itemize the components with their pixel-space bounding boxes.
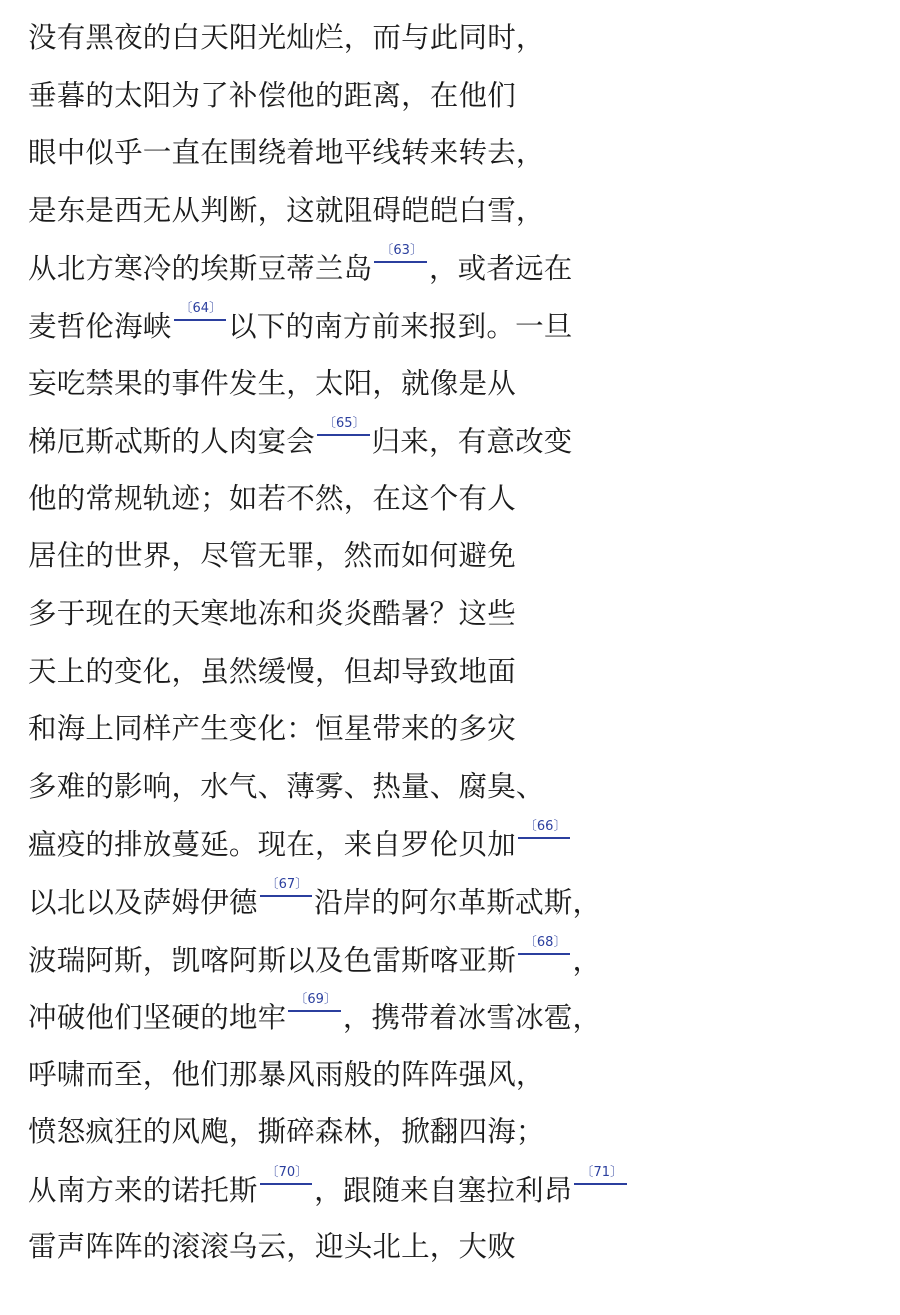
- poem-line: [28, 705, 888, 763]
- footnote-link[interactable]: 〔68〕: [518, 936, 571, 955]
- footnote-link[interactable]: 〔70〕: [260, 1166, 313, 1185]
- poem-line: [28, 590, 888, 648]
- poem-text-segment: 归来，有意改变: [371, 425, 573, 459]
- poem-line: [28, 417, 888, 475]
- poem-line: [28, 993, 888, 1051]
- poem-text-segment: 以下的南方前来报到。一旦: [228, 309, 573, 343]
- poem-line: [28, 14, 888, 72]
- poem-text-segment: 是东是西无从判断，这就阻碍皑皑白雪，: [28, 193, 545, 227]
- poem-text: [28, 14, 888, 1281]
- poem-text-segment: 沿岸的阿尔革斯忒斯，: [314, 885, 602, 919]
- poem-line: [28, 532, 888, 590]
- poem-text-segment: 愤怒疯狂的风飑，撕碎森林，掀翻四海；: [28, 1115, 545, 1149]
- poem-text-segment: 多于现在的天寒地冻和炎炎酷暑？这些: [28, 596, 516, 630]
- poem-line: [28, 1223, 888, 1281]
- poem-line: [28, 475, 888, 533]
- poem-text-segment: 冲破他们坚硬的地牢: [28, 1001, 287, 1035]
- poem-line: [28, 763, 888, 821]
- poem-text-segment: 妄吃禁果的事件发生，太阳，就像是从: [28, 366, 516, 400]
- poem-text-segment: 垂暮的太阳为了补偿他的距离，在他们: [28, 78, 516, 112]
- poem-line: [28, 244, 888, 302]
- poem-text-segment: 波瑞阿斯，凯喀阿斯以及色雷斯喀亚斯: [28, 943, 516, 977]
- poem-text-segment: 没有黑夜的白天阳光灿烂，而与此同时，: [28, 21, 545, 54]
- poem-text-segment: 雷声阵阵的滚滚乌云，迎头北上，大败: [28, 1230, 516, 1264]
- footnote-link[interactable]: 〔67〕: [260, 878, 313, 897]
- poem-text-segment: 梯厄斯忒斯的人肉宴会: [28, 425, 316, 459]
- poem-text-segment: 和海上同样产生变化：恒星带来的多灾: [28, 712, 516, 746]
- footnote-link[interactable]: 〔63〕: [374, 244, 427, 263]
- footnote-link[interactable]: 〔65〕: [317, 417, 370, 436]
- footnote-link[interactable]: 〔71〕: [574, 1166, 627, 1185]
- poem-text-segment: 以北以及萨姆伊德: [28, 885, 258, 919]
- poem-text-segment: 他的常规轨迹；如若不然，在这个有人: [28, 481, 516, 515]
- poem-line: [28, 129, 888, 187]
- footnote-link[interactable]: 〔64〕: [174, 302, 227, 321]
- poem-line: [28, 187, 888, 245]
- poem-text-segment: 天上的变化，虽然缓慢，但却导致地面: [28, 654, 516, 688]
- poem-line: [28, 72, 888, 130]
- poem-line: [28, 1166, 888, 1224]
- poem-text-segment: 居住的世界，尽管无罪，然而如何避免: [28, 539, 516, 573]
- poem-text-segment: 眼中似乎一直在围绕着地平线转来转去，: [28, 136, 545, 170]
- poem-text-segment: 呼啸而至，他们那暴风雨般的阵阵强风，: [28, 1057, 545, 1091]
- poem-text-segment: 麦哲伦海峡: [28, 309, 172, 343]
- poem-line: [28, 360, 888, 418]
- poem-text-segment: ，: [572, 943, 602, 977]
- poem-line: [28, 820, 888, 878]
- poem-page: [28, 14, 888, 1281]
- poem-line: [28, 1051, 888, 1109]
- poem-text-segment: 从南方来的诺托斯: [28, 1173, 258, 1207]
- poem-line: [28, 302, 888, 360]
- poem-line: [28, 878, 888, 936]
- poem-text-segment: 瘟疫的排放蔓延。现在，来自罗伦贝加: [28, 828, 516, 862]
- poem-text-segment: ，或者远在: [428, 252, 573, 286]
- poem-line: [28, 936, 888, 994]
- footnote-link[interactable]: 〔69〕: [288, 993, 341, 1012]
- poem-text-segment: ，携带着冰雪冰雹，: [342, 1001, 602, 1035]
- poem-text-segment: ，跟随来自塞拉利昂: [314, 1173, 573, 1207]
- poem-line: [28, 648, 888, 706]
- footnote-link[interactable]: 〔66〕: [518, 820, 571, 839]
- poem-text-segment: 多难的影响，水气、薄雾、热量、腐臭、: [28, 769, 545, 803]
- poem-line: [28, 1108, 888, 1166]
- poem-text-segment: 从北方寒冷的埃斯豆蒂兰岛: [28, 252, 373, 286]
